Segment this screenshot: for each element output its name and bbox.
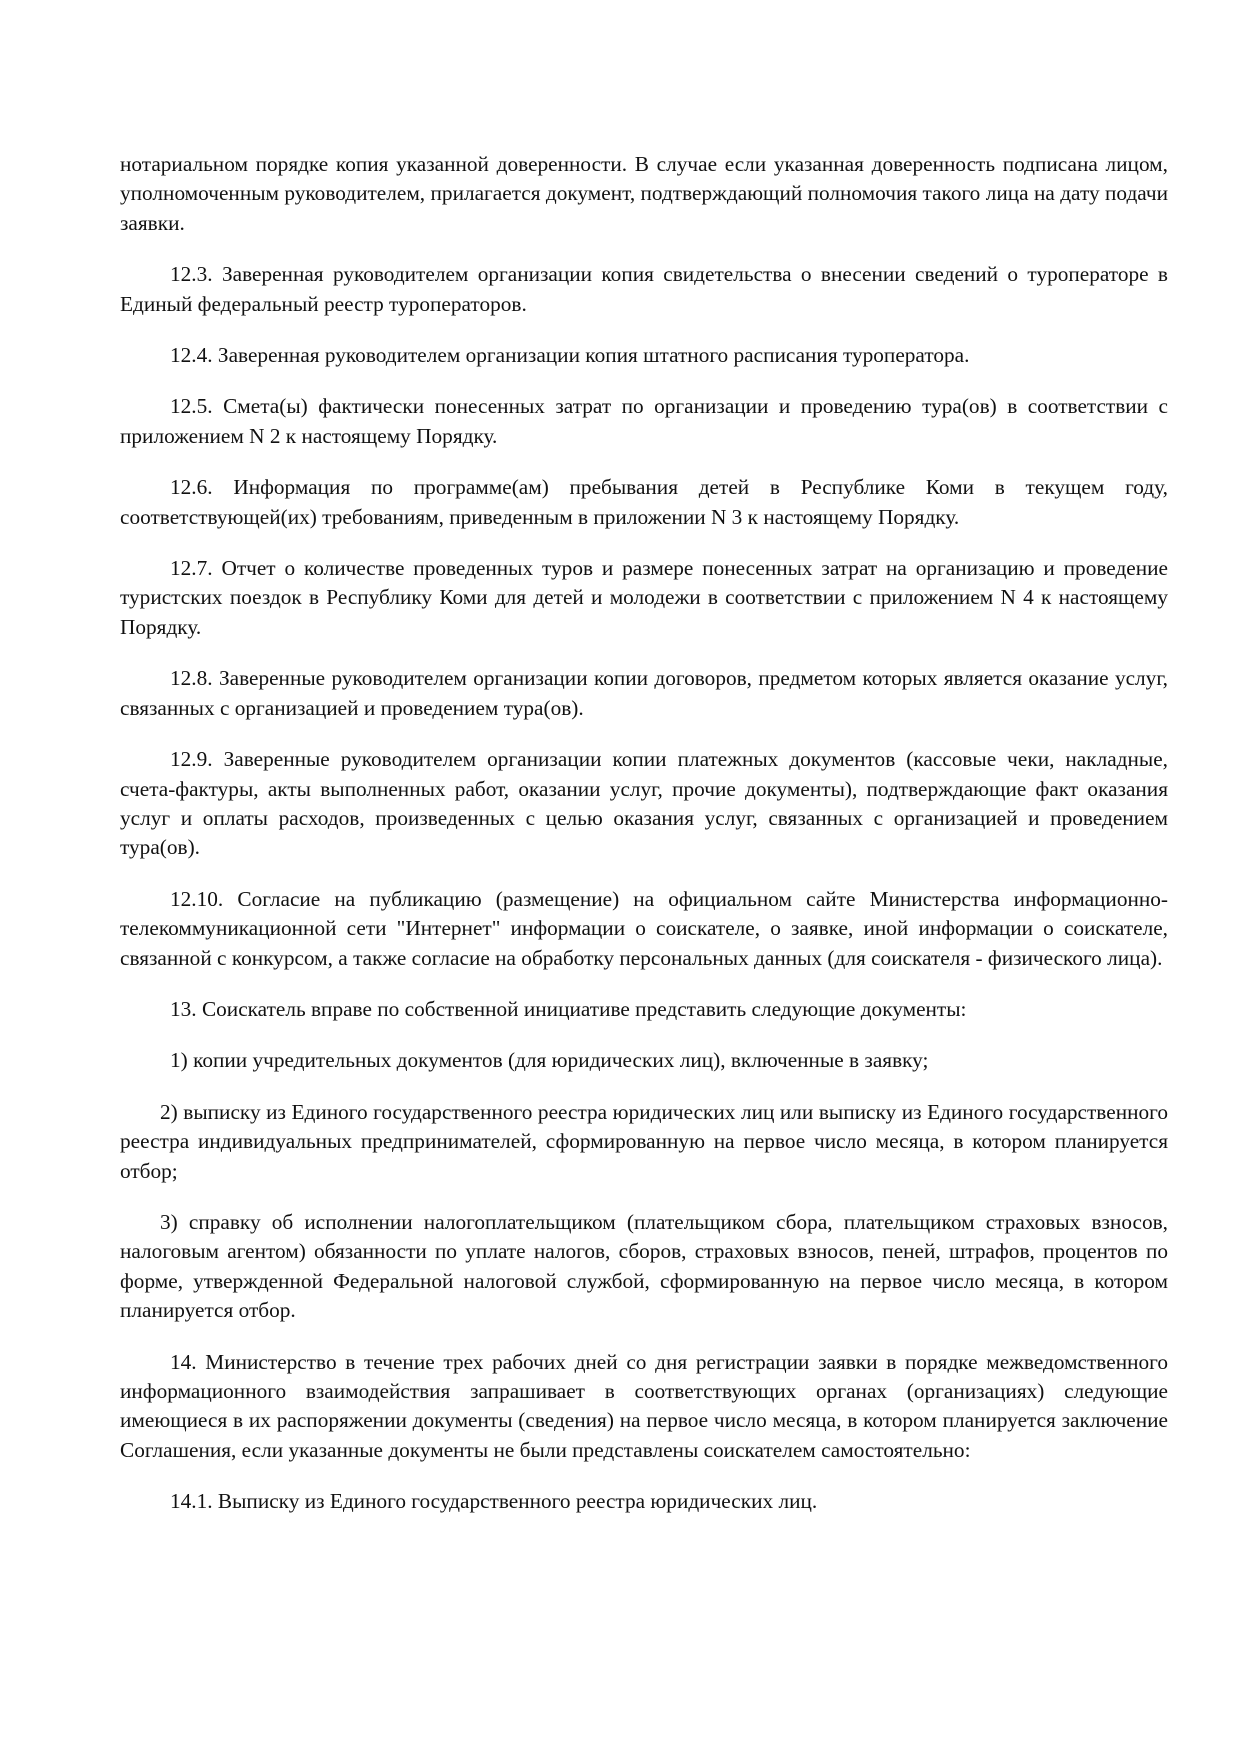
paragraph-continuation: нотариальном порядке копия указанной доверенности. В случае если указанная доверенность подписана лицом, уполномоченным руководителем, прилагается документ, подтверждающий полномочия такого лица на дату подачи заявки. (120, 152, 1168, 235)
paragraph-12-7: 12.7. Отчет о количестве проведенных туров и размере понесенных затрат на организацию и проведение туристских поездок в Республику Коми для детей и молодежи в соответствии с приложением N 4 к настоящему Порядку. (120, 556, 1168, 639)
list-item-13-2: 2) выписку из Единого государственного реестра юридических лиц или выписку из Единого государственного реестра индивидуальных предпринимателей, сформированную на первое число месяца, в котором планируется отбор; (120, 1099, 1168, 1183)
paragraph-12-9: 12.9. Заверенные руководителем организации копии платежных документов (кассовые чеки, накладные, счета-фактуры, акты выполненных работ, оказании услуг, прочие документы), подтверждающие факт оказания услуг и оплаты расходов, произведенных с целью оказания услуг, связанных с организацией и проведением тура(ов). (120, 747, 1168, 860)
paragraph-12-6: 12.6. Информация по программе(ам) пребывания детей в Республике Коми в текущем году, соответствующей(их) требованиям, приведенным в приложении N 3 к настоящему Порядку. (120, 475, 1168, 529)
list-item-13-1: 1) копии учредительных документов (для юридических лиц), включенные в заявку; (170, 1048, 929, 1073)
paragraph-12-10: 12.10. Согласие на публикацию (размещение) на официальном сайте Министерства информационно-телекоммуникационной сети "Интернет" информации о соискателе, о заявке, иной информации о соискателе, связанной с конкурсом, а также согласие на обработку персональных данных (для соискателя - физического лица). (120, 886, 1168, 970)
paragraph-12-4: 12.4. Заверенная руководителем организации копия штатного расписания туроператора. (170, 343, 970, 368)
document-page (120, 150, 1168, 1539)
list-item-13-3: 3) справку об исполнении налогоплательщиком (плательщиком сбора, плательщиком страховых взносов, налоговым агентом) обязанности по уплате налогов, сборов, страховых взносов, пеней, штрафов, процентов по форме, утвержденной Федеральной налоговой службой, сформированную на первое число месяца, в котором планируется отбор. (120, 1209, 1168, 1323)
paragraph-13: 13. Соискатель вправе по собственной инициативе представить следующие документы: (170, 996, 967, 1021)
paragraph-12-3: 12.3. Заверенная руководителем организации копия свидетельства о внесении сведений о туроператоре в Единый федеральный реестр туроператоров. (120, 262, 1168, 316)
paragraph-14-1: 14.1. Выписку из Единого государственного реестра юридических лиц. (170, 1489, 818, 1514)
paragraph-12-5: 12.5. Смета(ы) фактически понесенных затрат по организации и проведению тура(ов) в соответствии с приложением N 2 к настоящему Порядку. (120, 394, 1168, 448)
paragraph-12-8: 12.8. Заверенные руководителем организации копии договоров, предметом которых является оказание услуг, связанных с организацией и проведением тура(ов). (120, 666, 1168, 720)
paragraph-14: 14. Министерство в течение трех рабочих дней со дня регистрации заявки в порядке межведомственного информационного взаимодействия запрашивает в соответствующих органах (организациях) следующие имеющиеся в их распоряжении документы (сведения) на первое число месяца, в котором планируется заключение Соглашения, если указанные документы не были представлены соискателем самостоятельно: (120, 1349, 1168, 1462)
